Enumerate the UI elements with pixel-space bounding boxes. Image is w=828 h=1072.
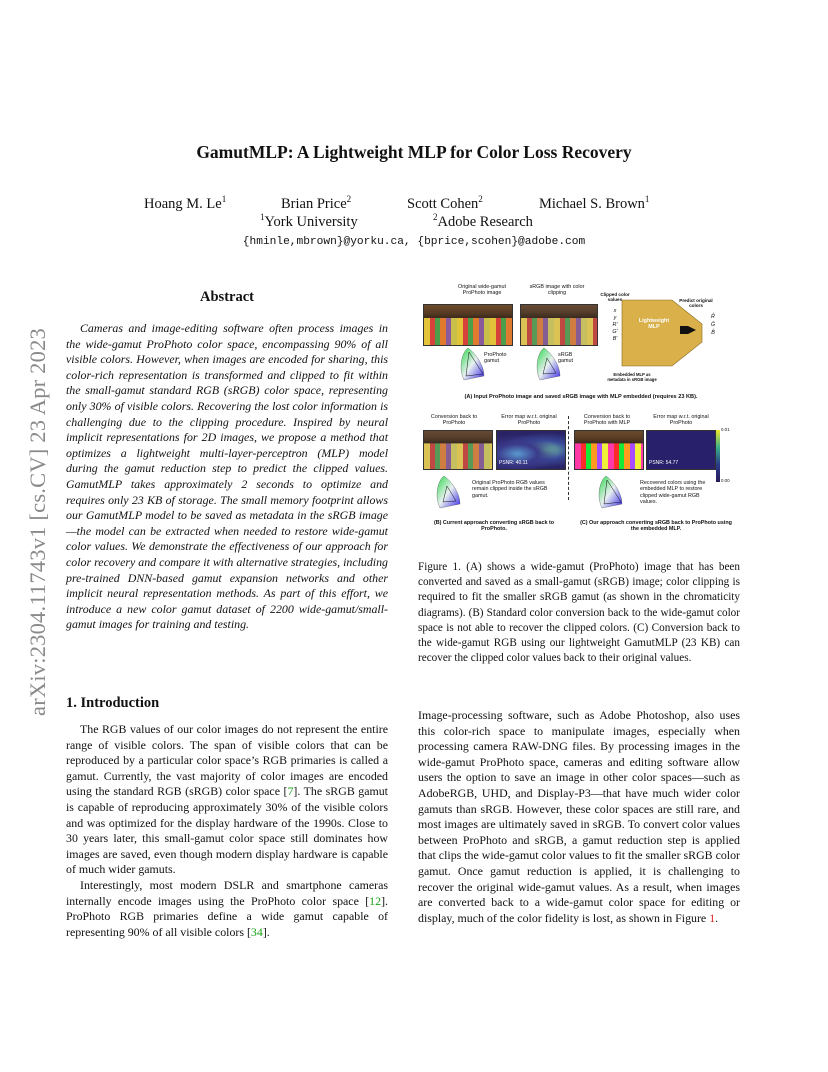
colorbar-min: 0.00 xyxy=(721,478,730,483)
psnr-c: PSNR: 54.77 xyxy=(649,460,679,466)
label-embedded: Embedded MLP as metadata in sRGB image xyxy=(607,372,657,382)
note-b: Original ProPhoto RGB values remain clipped inside the sRGB gamut. xyxy=(472,480,548,499)
label-predict: Predict original colors xyxy=(679,298,713,309)
arxiv-stamp xyxy=(20,286,56,758)
arxiv-id: arXiv:2304.11743v1 [cs.CV] 23 Apr 2023 xyxy=(25,328,50,716)
chromaticity-diagram-c xyxy=(594,474,624,510)
converted-photo-c xyxy=(574,430,644,470)
right-column-body xyxy=(418,708,740,926)
output-r: R̂ xyxy=(711,314,715,320)
label-conversion-back: Conversion back to ProPhoto xyxy=(430,414,478,427)
error-colorbar xyxy=(716,430,720,482)
converted-photo-b xyxy=(423,430,493,470)
label-error-map-c: Error map w.r.t. original ProPhoto xyxy=(653,414,709,427)
author-emails: {hminle,mbrown}@yorku.ca, {bprice,scohen}@adobe.com xyxy=(242,236,586,248)
input-y: y xyxy=(613,315,617,321)
output-b: B̂ xyxy=(711,330,715,336)
right-paragraph: Image-processing software, such as Adobe Photoshop, also uses this color-rich space to manipulate images, especially when processing camera RAW-DNG files. By processing images in the wide-gamut ProPhoto space, cameras and editing software allow users the option to save an image in other color spaces—such as AdobeRGB, UHD, and Display-P3—that have much wider color gamuts than sRGB. However, these color spaces are still rare, and most images are ultimately saved in sRGB. To convert color values between ProPhoto and sRGB, a gamut reduction step is applied that clips the wide-gamut color values to fit the smaller sRGB color gamut. Once gamut reduction is applied, it is challenging to recover the original wide-gamut values. As a result, when images are converted back to a wide-gamut color space for editing or display, much of the color fidelity is lost, as shown in Figure 1. xyxy=(418,708,740,925)
citation-link[interactable]: 12 xyxy=(369,893,382,908)
abstract-heading: Abstract xyxy=(200,289,254,305)
author-4: Michael S. Brown$^1$ xyxy=(539,194,650,212)
chromaticity-diagram-prophoto xyxy=(456,346,486,382)
author-2: Brian Price$^2$ xyxy=(281,194,352,212)
abstract-text: Cameras and image-editing software often process images in the wide-gamut ProPhoto color space, encompassing 90% of all visible colors. However, when images are encoded for sharing, this color-rich representation is transformed and clipped to fit within the small-gamut standard RGB (sRGB) color space, representing only 30% of visible colors. Recovering the lost color information is challenging due to the clipping procedure. Inspired by neural implicit representations for 2D images, we propose a method that optimizes a lightweight multi-layer-perceptron (MLP) model during the gamut reduction step to predict the clipped values. GamutMLP takes approximately 2 seconds to optimize and requires only 23 KB of storage. The small memory footprint allows our GamutMLP model to be saved as metadata in the sRGB image—the model can be extracted when needed to restore wide-gamut color values. We demonstrate the effectiveness of our approach for color recovery and compare it with alternative strategies, including pre-trained DNN-based gamut expansion networks and other implicit neural representation methods. As part of this effort, we introduce a new color gamut dataset of 2200 wide-gamut/small-gamut images for training and testing. xyxy=(66,321,388,632)
label-original-image: Original wide-gamut ProPhoto image xyxy=(458,284,506,297)
intro-body xyxy=(66,722,388,940)
figure-1-caption: Figure 1. (A) shows a wide-gamut (ProPhoto) image that has been converted and saved as a small-gamut (sRGB) image; color clipping is required to fit the smaller sRGB gamut (as shown in the chromaticity diagrams). (B) Standard color conversion back to the wide-gamut color space is not able to recover the clipped colors. (C) Conversion back to the wide-gamut RGB using our lightweight GamutMLP (23 KB) can recover the clipped color values back to their original values. xyxy=(418,561,740,665)
citation-link[interactable]: 7 xyxy=(287,784,294,799)
intro-paragraph-2: Interestingly, most modern DSLR and smartphone cameras internally encode images using the ProPhoto color space [12]. ProPhoto RGB primaries define a wide gamut capable of representing 90% of all visible colors [34]. xyxy=(66,877,388,939)
figure-link[interactable]: 1 xyxy=(709,910,716,925)
panel-a-caption: (A) Input ProPhoto image and saved sRGB image with MLP embedded (requires 23 KB). xyxy=(464,394,698,400)
psnr-b: PSNR: 40.11 xyxy=(499,460,528,466)
srgb-photo xyxy=(520,304,598,346)
label-error-map: Error map w.r.t. original ProPhoto xyxy=(501,414,557,427)
chromaticity-diagram-b xyxy=(432,474,462,510)
output-g: Ĝ xyxy=(710,322,716,328)
panel-divider xyxy=(568,416,569,500)
affiliation-1: $^1$York University xyxy=(260,212,358,230)
label-clipped-values: Clipped color values xyxy=(600,292,630,303)
note-c: Recovered colors using the embedded MLP to restore clipped wide-gamut RGB values. xyxy=(640,480,706,506)
label-conversion-mlp: Conversion back to ProPhoto with MLP xyxy=(583,414,631,427)
citation-link[interactable]: 34 xyxy=(250,924,263,939)
label-srgb-clipping: sRGB image with color clipping xyxy=(529,284,585,297)
input-g: G' xyxy=(612,329,618,335)
paper-title: GamutMLP: A Lightweight MLP for Color Loss Recovery xyxy=(196,142,632,162)
input-x: x xyxy=(613,308,617,314)
input-r: R' xyxy=(612,322,618,328)
mlp-diagram xyxy=(602,298,732,382)
panel-b-caption: (B) Current approach converting sRGB back to ProPhoto. xyxy=(433,520,555,533)
original-photo xyxy=(423,304,513,346)
affiliation-2: $^2$Adobe Research xyxy=(433,212,533,230)
label-mlp: Lightweight MLP xyxy=(638,318,670,331)
author-1: Hoang M. Le$^1$ xyxy=(144,194,227,212)
intro-heading: 1. Introduction xyxy=(66,695,160,711)
intro-paragraph-1: The RGB values of our color images do not represent the entire range of visible colors. The span of visible colors that can be reproduced by a particular color space’s RGB primaries is called a gamut. Currently, the vast majority of color images are encoded using the standard RGB (sRGB) color space [7]. The sRGB gamut is capable of reproducing approximately 30% of the visible colors and was optimized for the display hardware of the 1990s. Close to 30 years later, this small-gamut color space still dominates how images are saved, even though modern display hardware is capable of much wider gamuts. xyxy=(66,722,388,877)
colorbar-max: 0.01 xyxy=(721,427,730,432)
panel-c-caption: (C) Our approach converting sRGB back to ProPhoto using the embedded MLP. xyxy=(580,520,732,533)
input-b: B' xyxy=(612,336,618,342)
label-srgb-gamut: sRGB gamut xyxy=(558,352,573,365)
figure-1 xyxy=(420,284,742,546)
label-prophoto-gamut: ProPhoto gamut xyxy=(484,352,507,365)
author-3: Scott Cohen$^2$ xyxy=(407,194,483,212)
